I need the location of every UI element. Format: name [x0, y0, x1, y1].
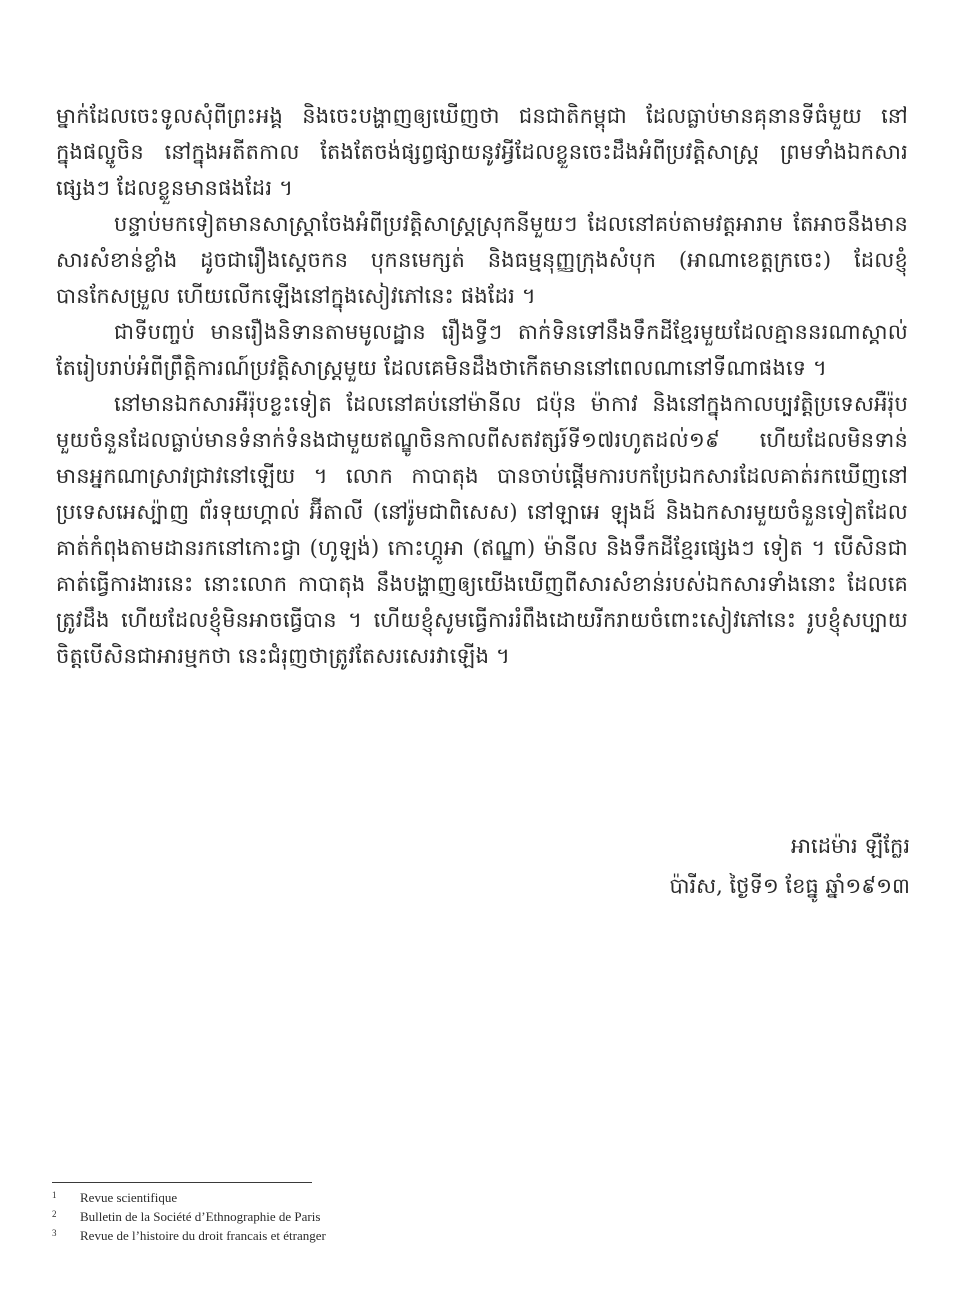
place-date: ប៉ារីស, ថ្ងៃទី១ ខែធ្នូ ឆ្នាំ១៩១៣: [669, 874, 910, 898]
footnote-item: [52, 1189, 652, 1208]
footnote-number: 1: [52, 1190, 57, 1200]
author-name: អាដេម៉ារ ឡឺក្លែរ: [791, 834, 910, 858]
footnote-item: [52, 1227, 652, 1246]
paragraph-4: នៅមានឯកសារអឺរ៉ុបខ្លះទៀត ដែលនៅគប់នៅម៉ានីល ជប៉ុន ម៉ាកាវ និងនៅក្នុងកាលប្បវត្តិប្រទេសអឺរ៉ុបមួយចំនួនដែលធ្លាប់មានទំនាក់ទំនងជាមួយឥណ្ឌូចិនកាលពីសតវត្សរ៍ទី១៧រហូតដល់១៩ ហើយដែលមិនទាន់មានអ្នកណាស្រាវជ្រាវនៅឡើយ ។ លោក កាបាតុង បានចាប់ផ្ដើមការបកប្រែឯកសារដែលគាត់រកឃើញនៅប្រទេសអេស្ប៉ាញ ព័រទុយហ្គាល់ អ៊ីតាលី (នៅរ៉ូមជាពិសេស) នៅឡាអេ ឡុងដ៍ និងឯកសារមួយចំនួនទៀតដែលគាត់កំពុងតាមដានរកនៅកោះជ្វា (ហូឡង់) កោះហ្គូអា (ឥណ្ឌា) ម៉ានីល និងទឹកដីខ្មែរផ្សេងៗ ទៀត ។ បើសិនជាគាត់ធ្វើការងារនេះ នោះលោក កាបាតុង នឹងបង្ហាញឲ្យយើងឃើញពីសារសំខាន់របស់ឯកសារទាំងនោះ ដែលគេត្រូវដឹង ហើយដែលខ្ញុំមិនអាចធ្វើបាន ។ ហើយខ្ញុំសូមធ្វើការរំពឹងដោយរីករាយចំពោះសៀវភៅនេះ រូបខ្ញុំសប្បាយចិត្តបើសិនជាអារម្មកថា នេះជំរុញថាត្រូវតែសរសេរវាឡើង ។: [56, 392, 908, 668]
footnote-number: 2: [52, 1209, 57, 1219]
paragraph-1: ម្នាក់ដែលចេះទូលសុំពីព្រះអង្គ និងចេះបង្ហាញឲ្យឃើញថា ជនជាតិកម្ពុជា ដែលធ្លាប់មានគុនានទីធំមួយ នៅក្នុងផល្ចូចិន នៅក្នុងអតីតកាល តែងតែចង់ផ្សព្វផ្សាយនូវអ្វីដែលខ្លួនចេះដឹងអំពីប្រវត្តិសាស្ត្រ ព្រមទាំងឯកសារផ្សេងៗ ដែលខ្លួនមានផងដែរ ។: [56, 104, 908, 200]
footnote-item: [52, 1208, 652, 1227]
footnotes: [52, 1189, 652, 1246]
footnote-divider: [52, 1182, 312, 1183]
signature-block: [670, 826, 911, 906]
footnote-text: Revue de l’histoire du droit francais et étranger: [80, 1228, 326, 1243]
paragraph-3: ជាទីបញ្ចប់ មានរឿងនិទានតាមមូលដ្ឋាន រឿងទ្វីៗ តាក់ទិនទៅនឹងទឹកដីខ្មែរមួយដែលគ្មាននរណាស្គាល់ តែរៀបរាប់អំពីព្រឹត្តិការណ៍ប្រវត្តិសាស្ត្រមួយ ដែលគេមិនដឹងថាកើតមាននៅពេលណានៅទីណាផងទេ ។: [56, 320, 908, 380]
paragraph-2: បន្ទាប់មកទៀតមានសាស្ត្រាចែងអំពីប្រវត្តិសាស្ត្រស្រុកនីមួយៗ ដែលនៅគប់តាមវត្តអារាម តែអាចនឹងមានសារសំខាន់ខ្លាំង ដូចជារឿងស្ដេចកន បុកនមេក្សត់ និងធម្មនុញ្ញក្រុងសំបុក (អាណាខេត្តក្រចេះ) ដែលខ្ញុំបានកែសម្រួល ហើយលើកឡើងនៅក្នុងសៀវភៅនេះ ផងដែរ ។: [56, 212, 908, 308]
body-text: [56, 98, 908, 674]
footnote-text: Revue scientifique: [80, 1190, 178, 1205]
footnote-number: 3: [52, 1228, 57, 1238]
footnote-text: Bulletin de la Société d’Ethnographie de Paris: [80, 1209, 321, 1224]
